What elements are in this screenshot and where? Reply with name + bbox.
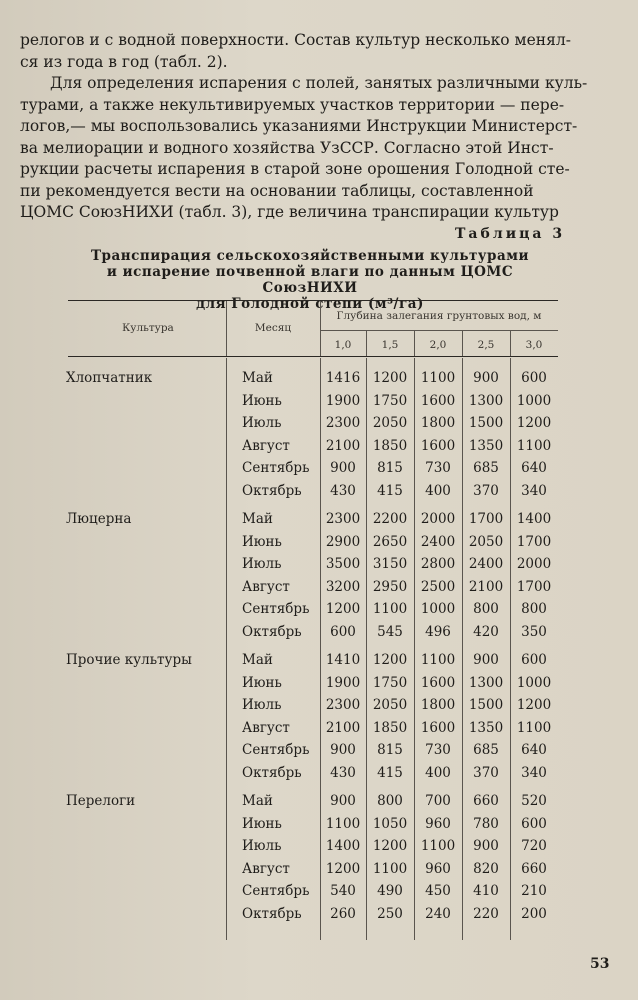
table-title-line: для Голодной степи (м³/га) xyxy=(196,296,424,312)
value-cell: 400 xyxy=(425,483,451,499)
table-top-rule xyxy=(68,300,558,301)
value-cell: 2500 xyxy=(420,578,456,595)
value-cell: 2400 xyxy=(420,533,456,550)
value-cell: 420 xyxy=(473,624,499,640)
value-cell: 545 xyxy=(377,624,403,640)
value-cell: 660 xyxy=(473,793,499,809)
value-cell: 2300 xyxy=(325,415,361,432)
table-label: Таблица 3 xyxy=(455,226,566,242)
value-cell: 490 xyxy=(377,883,403,900)
value-cell: 3200 xyxy=(325,578,361,595)
month-cell: Июнь xyxy=(242,674,282,691)
value-cell: 3500 xyxy=(325,556,361,573)
month-cell: Октябрь xyxy=(242,906,302,922)
value-cell: 800 xyxy=(377,793,403,809)
value-cell: 1200 xyxy=(372,652,408,668)
value-cell: 1800 xyxy=(420,415,456,432)
value-cell: 1750 xyxy=(372,674,408,691)
month-cell: Октябрь xyxy=(242,624,302,640)
month-cell: Август xyxy=(242,578,290,595)
value-cell: 1400 xyxy=(325,838,361,855)
value-cell: 1350 xyxy=(468,437,504,454)
month-cell: Август xyxy=(242,719,290,736)
value-cell: 2100 xyxy=(325,719,361,736)
body-divider xyxy=(226,358,227,940)
value-cell: 900 xyxy=(330,742,356,759)
value-cell: 2000 xyxy=(516,556,552,573)
table-title-line: Транспирация сельскохозяйственными культурами xyxy=(91,248,529,264)
depth-group-header: Глубина залегания грунтовых вод, м xyxy=(336,310,542,322)
table-title-line: и испарение почвенной влаги по данным ЦОМС СоюзНИХИ xyxy=(106,264,514,296)
crop-name: Перелоги xyxy=(66,793,136,809)
value-cell: 1700 xyxy=(468,511,504,527)
value-cell: 600 xyxy=(521,815,547,832)
value-cell: 1600 xyxy=(420,674,456,691)
value-cell: 685 xyxy=(473,742,499,759)
depth-header: 1,5 xyxy=(381,339,399,351)
value-cell: 1900 xyxy=(325,392,361,409)
value-cell: 815 xyxy=(377,742,403,759)
value-cell: 800 xyxy=(473,601,499,618)
value-cell: 1000 xyxy=(420,601,456,618)
value-cell: 1600 xyxy=(420,719,456,736)
value-cell: 1100 xyxy=(325,815,361,832)
body-divider xyxy=(510,358,511,940)
value-cell: 960 xyxy=(425,815,451,832)
value-cell: 820 xyxy=(473,860,499,877)
month-cell: Май xyxy=(242,511,273,527)
value-cell: 1500 xyxy=(468,697,504,714)
value-cell: 240 xyxy=(425,906,451,922)
value-cell: 2050 xyxy=(468,533,504,550)
paragraph-line: пи рекомендуется вести на основании таблицы, составленной xyxy=(20,181,534,200)
month-cell: Август xyxy=(242,860,290,877)
paragraph-line: ва мелиорации и водного хозяйства УзССР. Согласно этой Инст- xyxy=(20,138,554,157)
value-cell: 1200 xyxy=(372,838,408,855)
value-cell: 1750 xyxy=(372,392,408,409)
value-cell: 1100 xyxy=(420,370,456,386)
value-cell: 900 xyxy=(330,793,356,809)
month-cell: Июль xyxy=(242,838,282,855)
value-cell: 2050 xyxy=(372,415,408,432)
table-title xyxy=(60,248,560,312)
month-cell: Июль xyxy=(242,415,282,432)
header-divider xyxy=(226,301,227,356)
value-cell: 900 xyxy=(473,652,499,668)
month-cell: Сентябрь xyxy=(242,883,310,900)
value-cell: 720 xyxy=(521,838,547,855)
value-cell: 1100 xyxy=(516,719,552,736)
value-cell: 2950 xyxy=(372,578,408,595)
month-cell: Сентябрь xyxy=(242,460,310,477)
value-cell: 2800 xyxy=(420,556,456,573)
value-cell: 430 xyxy=(330,765,356,781)
value-cell: 960 xyxy=(425,860,451,877)
value-cell: 1200 xyxy=(516,697,552,714)
value-cell: 540 xyxy=(330,883,356,900)
value-cell: 730 xyxy=(425,460,451,477)
table-header-bottom-rule xyxy=(68,356,558,357)
value-cell: 1000 xyxy=(516,392,552,409)
value-cell: 1400 xyxy=(516,511,552,527)
value-cell: 450 xyxy=(425,883,451,900)
body-paragraph xyxy=(20,30,602,224)
value-cell: 250 xyxy=(377,906,403,922)
value-cell: 2100 xyxy=(325,437,361,454)
value-cell: 370 xyxy=(473,765,499,781)
value-cell: 1300 xyxy=(468,674,504,691)
value-cell: 1100 xyxy=(372,601,408,618)
month-cell: Май xyxy=(242,370,273,386)
value-cell: 415 xyxy=(377,765,403,781)
value-cell: 2650 xyxy=(372,533,408,550)
crop-name: Люцерна xyxy=(66,511,132,527)
month-cell: Октябрь xyxy=(242,483,302,499)
body-divider xyxy=(366,358,367,940)
value-cell: 1350 xyxy=(468,719,504,736)
value-cell: 600 xyxy=(521,652,547,668)
value-cell: 2300 xyxy=(325,511,361,527)
value-cell: 1200 xyxy=(325,601,361,618)
value-cell: 1850 xyxy=(372,437,408,454)
value-cell: 1416 xyxy=(325,370,361,386)
month-cell: Август xyxy=(242,437,290,454)
value-cell: 200 xyxy=(521,906,547,922)
value-cell: 1500 xyxy=(468,415,504,432)
value-cell: 2900 xyxy=(325,533,361,550)
value-cell: 1100 xyxy=(516,437,552,454)
value-cell: 730 xyxy=(425,742,451,759)
crop-column-header: Культура xyxy=(122,322,174,334)
value-cell: 660 xyxy=(521,860,547,877)
paragraph-line: рукции расчеты испарения в старой зоне орошения Голодной сте- xyxy=(20,160,570,178)
depth-header: 2,0 xyxy=(429,339,447,351)
value-cell: 1200 xyxy=(372,370,408,386)
depth-header: 1,0 xyxy=(334,339,352,351)
value-cell: 415 xyxy=(377,483,403,499)
crop-name: Прочие культуры xyxy=(66,652,192,668)
value-cell: 900 xyxy=(330,460,356,477)
value-cell: 350 xyxy=(521,624,547,640)
value-cell: 2050 xyxy=(372,697,408,714)
value-cell: 220 xyxy=(473,906,499,922)
value-cell: 815 xyxy=(377,460,403,477)
paragraph-line: ся из года в год (табл. 2). xyxy=(20,52,228,71)
value-cell: 600 xyxy=(330,624,356,640)
crop-name: Хлопчатник xyxy=(66,370,153,386)
paragraph-line: ЦОМС СоюзНИХИ (табл. 3), где величина транспирации культур xyxy=(20,203,559,221)
depth-header: 2,5 xyxy=(477,339,495,351)
value-cell: 430 xyxy=(330,483,356,499)
value-cell: 3150 xyxy=(372,556,408,573)
month-cell: Май xyxy=(242,793,273,809)
value-cell: 1700 xyxy=(516,533,552,550)
value-cell: 685 xyxy=(473,460,499,477)
paragraph-line: логов,— мы воспользовались указаниями Инструкции Министерст- xyxy=(20,117,578,135)
month-column-header: Месяц xyxy=(254,322,292,334)
paragraph-line: Для определения испарения с полей, занятых различными куль- xyxy=(50,74,588,92)
month-cell: Июнь xyxy=(242,533,282,550)
value-cell: 1300 xyxy=(468,392,504,409)
month-cell: Сентябрь xyxy=(242,601,310,618)
body-divider xyxy=(414,358,415,940)
month-cell: Май xyxy=(242,652,273,668)
value-cell: 2200 xyxy=(372,511,408,527)
value-cell: 780 xyxy=(473,815,499,832)
month-cell: Июль xyxy=(242,697,282,714)
value-cell: 400 xyxy=(425,765,451,781)
value-cell: 1000 xyxy=(516,674,552,691)
value-cell: 1600 xyxy=(420,392,456,409)
depth-header: 3,0 xyxy=(525,339,543,351)
value-cell: 1410 xyxy=(325,652,361,668)
value-cell: 800 xyxy=(521,601,547,618)
paragraph-line: турами, а также некультивируемых участков территории — пере- xyxy=(20,95,565,114)
month-cell: Июль xyxy=(242,556,282,573)
body-divider xyxy=(462,358,463,940)
value-cell: 1200 xyxy=(516,415,552,432)
value-cell: 1100 xyxy=(372,860,408,877)
page-number: 53 xyxy=(590,956,610,972)
value-cell: 640 xyxy=(521,742,547,759)
value-cell: 1900 xyxy=(325,674,361,691)
value-cell: 340 xyxy=(521,765,547,781)
depth-header-rule xyxy=(320,330,558,331)
paragraph-line: релогов и с водной поверхности. Состав культур несколько менял- xyxy=(20,31,571,49)
value-cell: 210 xyxy=(521,883,547,900)
value-cell: 1850 xyxy=(372,719,408,736)
value-cell: 370 xyxy=(473,483,499,499)
value-cell: 520 xyxy=(521,793,547,809)
value-cell: 1800 xyxy=(420,697,456,714)
value-cell: 1600 xyxy=(420,437,456,454)
value-cell: 600 xyxy=(521,370,547,386)
value-cell: 1200 xyxy=(325,860,361,877)
month-cell: Сентябрь xyxy=(242,742,310,759)
value-cell: 1050 xyxy=(372,815,408,832)
value-cell: 410 xyxy=(473,883,499,900)
value-cell: 2400 xyxy=(468,556,504,573)
value-cell: 1700 xyxy=(516,578,552,595)
value-cell: 1100 xyxy=(420,838,456,855)
value-cell: 260 xyxy=(330,906,356,922)
value-cell: 1100 xyxy=(420,652,456,668)
value-cell: 340 xyxy=(521,483,547,499)
month-cell: Октябрь xyxy=(242,765,302,781)
value-cell: 2300 xyxy=(325,697,361,714)
value-cell: 640 xyxy=(521,460,547,477)
value-cell: 496 xyxy=(425,624,451,640)
value-cell: 700 xyxy=(425,793,451,809)
month-cell: Июнь xyxy=(242,815,282,832)
month-cell: Июнь xyxy=(242,392,282,409)
value-cell: 900 xyxy=(473,370,499,386)
value-cell: 2000 xyxy=(420,511,456,527)
value-cell: 2100 xyxy=(468,578,504,595)
value-cell: 900 xyxy=(473,838,499,855)
